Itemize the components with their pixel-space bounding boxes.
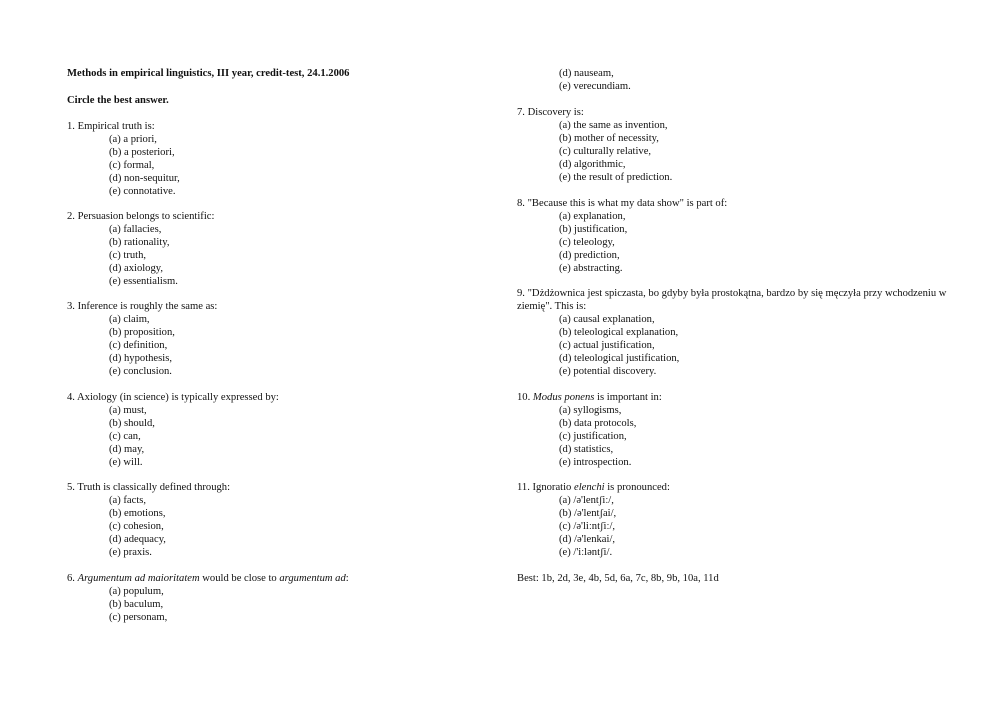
option-e[interactable]: (e) introspection.	[559, 457, 632, 468]
option-b[interactable]: (b) baculum,	[109, 599, 164, 610]
option-b[interactable]: (b) should,	[109, 418, 155, 429]
document-title: Methods in empirical linguistics, III year, credit-test, 24.1.2006	[67, 68, 350, 79]
option-a[interactable]: (a) explanation,	[559, 211, 626, 222]
option-c[interactable]: (c) can,	[109, 431, 141, 442]
answer-key: Best: 1b, 2d, 3e, 4b, 5d, 6a, 7c, 8b, 9b, 10a, 11d	[517, 573, 719, 584]
option-c[interactable]: (c) definition,	[109, 340, 168, 351]
option-d[interactable]: (d) hypothesis,	[109, 353, 172, 364]
question-stem: 5. Truth is classically defined through:	[67, 482, 231, 493]
option-a[interactable]: (a) causal explanation,	[559, 314, 655, 325]
option-d[interactable]: (d) nauseam,	[559, 68, 614, 79]
option-d[interactable]: (d) teleological justification,	[559, 353, 680, 364]
option-e[interactable]: (e) praxis.	[109, 547, 152, 558]
question-stem: 2. Persuasion belongs to scientific:	[67, 211, 215, 222]
question-1	[67, 120, 487, 198]
option-d[interactable]: (d) may,	[109, 444, 145, 455]
option-b[interactable]: (b) data protocols,	[559, 418, 637, 429]
option-a[interactable]: (a) facts,	[109, 495, 147, 506]
question-stem: 3. Inference is roughly the same as:	[67, 301, 218, 312]
option-d[interactable]: (d) algorithmic,	[559, 159, 626, 170]
option-e[interactable]: (e) conclusion.	[109, 366, 172, 377]
option-e[interactable]: (e) will.	[109, 457, 143, 468]
option-b[interactable]: (b) emotions,	[109, 508, 166, 519]
option-c[interactable]: (c) teleology,	[559, 237, 615, 248]
question-stem: 6. Argumentum ad maioritatem would be close to argumentum ad:	[67, 573, 349, 584]
option-a[interactable]: (a) /ə'lentʃiː/,	[559, 495, 614, 506]
option-a[interactable]: (a) populum,	[109, 586, 164, 597]
option-b[interactable]: (b) rationality,	[109, 237, 170, 248]
option-e[interactable]: (e) potential discovery.	[559, 366, 657, 377]
question-9	[517, 287, 947, 378]
option-b[interactable]: (b) a posteriori,	[109, 147, 175, 158]
instruction: Circle the best answer.	[67, 95, 169, 106]
question-stem: 4. Axiology (in science) is typically expressed by:	[67, 392, 279, 403]
option-a[interactable]: (a) a priori,	[109, 134, 157, 145]
question-4	[67, 391, 487, 469]
option-c[interactable]: (c) justification,	[559, 431, 627, 442]
option-e[interactable]: (e) /'iːləntʃi/.	[559, 547, 613, 558]
option-d[interactable]: (d) /ə'lenkai/,	[559, 534, 616, 545]
option-c[interactable]: (c) formal,	[109, 160, 155, 171]
question-stem: 1. Empirical truth is:	[67, 121, 155, 132]
option-c[interactable]: (c) cohesion,	[109, 521, 164, 532]
question-3	[67, 300, 487, 378]
option-e[interactable]: (e) verecundiam.	[559, 81, 631, 92]
question-stem: 11. Ignoratio elenchi is pronounced:	[517, 482, 670, 493]
option-c[interactable]: (c) personam,	[109, 612, 168, 623]
question-10	[517, 391, 947, 469]
option-a[interactable]: (a) syllogisms,	[559, 405, 622, 416]
option-d[interactable]: (d) statistics,	[559, 444, 614, 455]
question-5	[67, 481, 487, 559]
option-e[interactable]: (e) connotative.	[109, 186, 176, 197]
question-7	[517, 106, 947, 184]
question-8	[517, 197, 947, 275]
option-b[interactable]: (b) /ə'lentʃai/,	[559, 508, 617, 519]
option-d[interactable]: (d) non-sequitur,	[109, 173, 180, 184]
option-c[interactable]: (c) culturally relative,	[559, 146, 652, 157]
option-b[interactable]: (b) proposition,	[109, 327, 175, 338]
option-a[interactable]: (a) the same as invention,	[559, 120, 668, 131]
option-a[interactable]: (a) fallacies,	[109, 224, 162, 235]
option-a[interactable]: (a) must,	[109, 405, 147, 416]
option-e[interactable]: (e) abstracting.	[559, 263, 623, 274]
option-c[interactable]: (c) truth,	[109, 250, 147, 261]
question-2	[67, 210, 487, 288]
question-stem: 7. Discovery is:	[517, 107, 584, 118]
option-c[interactable]: (c) /ə'liːntʃiː/,	[559, 521, 616, 532]
question-stem: 9. "Dżdżownica jest spiczasta, bo gdyby była prostokątna, bardzo by się męczyła przy wchodzeniu w ziemię". This is:	[517, 288, 947, 312]
question-11	[517, 481, 947, 559]
option-d[interactable]: (d) prediction,	[559, 250, 620, 261]
question-stem: 8. "Because this is what my data show" is part of:	[517, 198, 728, 209]
option-d[interactable]: (d) axiology,	[109, 263, 164, 274]
option-b[interactable]: (b) mother of necessity,	[559, 133, 659, 144]
option-c[interactable]: (c) actual justification,	[559, 340, 655, 351]
option-e[interactable]: (e) the result of prediction.	[559, 172, 673, 183]
option-e[interactable]: (e) essentialism.	[109, 276, 178, 287]
question-stem: 10. Modus ponens is important in:	[517, 392, 662, 403]
option-d[interactable]: (d) adequacy,	[109, 534, 166, 545]
question-6	[67, 572, 487, 624]
option-a[interactable]: (a) claim,	[109, 314, 150, 325]
option-b[interactable]: (b) teleological explanation,	[559, 327, 679, 338]
question-6-continued	[517, 67, 947, 93]
option-b[interactable]: (b) justification,	[559, 224, 628, 235]
